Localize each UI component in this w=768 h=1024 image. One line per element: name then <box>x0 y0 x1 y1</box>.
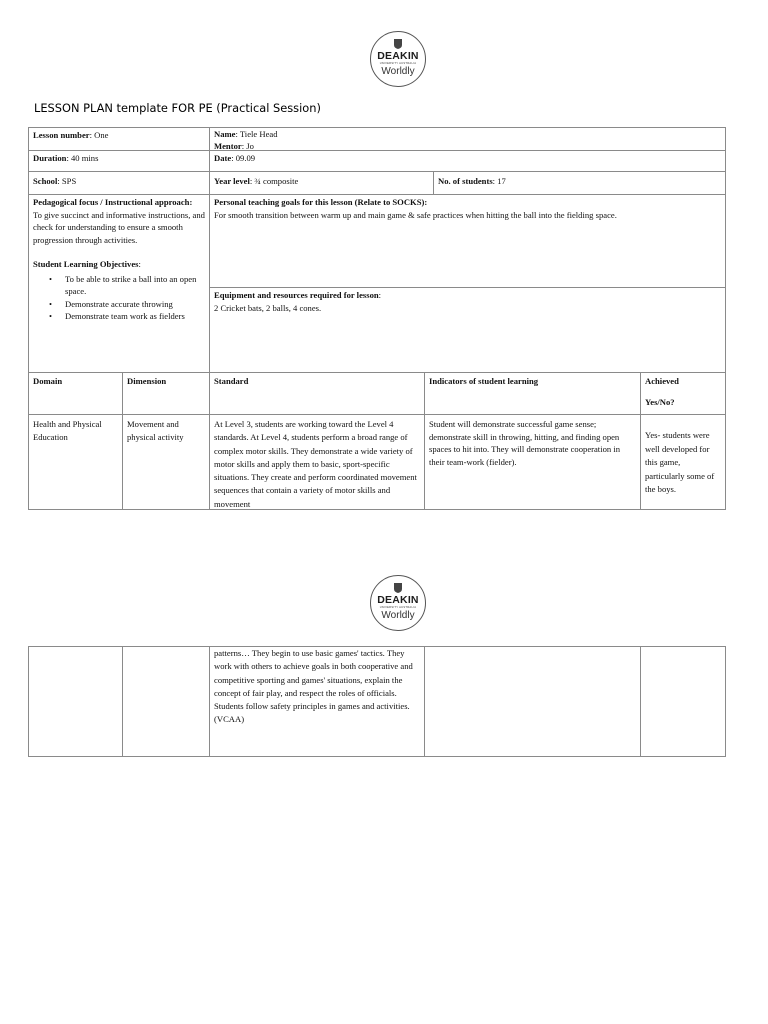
mentor-label: Mentor <box>214 140 242 151</box>
pedagogical-text: To give succinct and informative instructions, and check for understanding to ensure a smooth progression through activities. <box>33 209 205 245</box>
logo-university: UNIVERSITY AUSTRALIA <box>379 62 417 65</box>
name-mentor-cell <box>209 127 726 151</box>
date-value: : 09.09 <box>231 153 256 163</box>
standard-continued-text: patterns… They begin to use basic games' tactics. They work with others to achieve goals in both cooperative and competitive sporting and games' situations, explain the concept of fair play, and respect the roles of officials. Students follow safety principles in games and activities. (VCAA) <box>214 648 413 725</box>
students-cell <box>433 171 726 195</box>
school-value: : SPS <box>57 176 77 186</box>
year-level-label: Year level <box>214 176 250 186</box>
list-item: • To be able to strike a ball into an open space. <box>65 273 205 298</box>
continued-row-dimension <box>122 646 210 757</box>
students-value: : 17 <box>492 176 506 186</box>
mentor-value: : Jo <box>241 140 254 151</box>
page-title: LESSON PLAN template FOR PE (Practical Session) <box>34 101 321 115</box>
teaching-goals-cell: Personal teaching goals for this lesson (Relate to SOCKS): For smooth transition between warm up and main game & safe practices when hitting the ball into the fielding space. <box>209 194 726 288</box>
lesson-number-value: : One <box>89 130 109 140</box>
header-standard: Standard <box>209 372 425 415</box>
lesson-number-label: Lesson number <box>33 130 90 140</box>
equipment-cell: Equipment and resources required for lesson: 2 Cricket bats, 2 balls, 4 cones. <box>209 287 726 373</box>
logo-name: DEAKIN <box>377 50 419 62</box>
continued-row-standard <box>209 646 425 757</box>
deakin-logo <box>369 30 427 88</box>
date-label: Date <box>214 153 232 163</box>
objectives-list <box>33 273 205 323</box>
school-cell <box>28 171 210 195</box>
teaching-goals-text: For smooth transition between warm up and main game & safe practices when hitting the ball into the fielding space. <box>214 209 617 220</box>
table-row-indicators: Student will demonstrate successful game sense; demonstrate skill in throwing, hitting, and finding open spaces to hit into. They will demonstrate cooperation in their team-work (fielder). <box>424 414 641 510</box>
equipment-label: Equipment and resources required for lesson <box>214 290 379 300</box>
objectives-label: Student Learning Objectives <box>33 259 139 269</box>
pedagogical-label: Pedagogical focus / Instructional approach <box>33 197 190 207</box>
list-item: • Demonstrate team work as fielders <box>65 310 205 323</box>
crest-icon <box>394 583 402 593</box>
logo-tagline: Worldly <box>381 66 415 77</box>
students-label: No. of students <box>438 176 493 186</box>
continued-row-domain <box>28 646 123 757</box>
crest-icon <box>394 39 402 49</box>
table-row-dimension: Movement and physical activity <box>122 414 210 510</box>
logo-tagline: Worldly <box>381 610 415 621</box>
table-row-achieved: Yes- students were well developed for this game, particularly some of the boys. <box>640 414 726 510</box>
year-level-cell <box>209 171 434 195</box>
continued-row-indicators <box>424 646 641 757</box>
date-cell <box>209 150 726 172</box>
table-row-domain: Health and Physical Education <box>28 414 123 510</box>
duration-value: : 40 mins <box>66 153 99 163</box>
school-label: School <box>33 176 58 186</box>
header-achieved: Achieved Yes/No? <box>640 372 726 415</box>
name-value: : Tiele Head <box>235 129 278 139</box>
deakin-logo <box>369 574 427 632</box>
lesson-number-cell <box>28 127 210 151</box>
logo-university: UNIVERSITY AUSTRALIA <box>379 606 417 609</box>
pedagogical-cell: Pedagogical focus / Instructional approach: To give succinct and informative instructions, and check for understanding to ensure a smooth progression through activities. Student Learning Objectives: • To be able to strike a ball into an open space. • Demonstrate accurate throwing • Demonstrate team work as fielders <box>28 194 210 373</box>
duration-label: Duration <box>33 153 67 163</box>
name-label: Name <box>214 129 236 139</box>
teaching-goals-label: Personal teaching goals for this lesson (Relate to SOCKS) <box>214 197 425 207</box>
header-indicators: Indicators of student learning <box>424 372 641 415</box>
duration-cell <box>28 150 210 172</box>
table-row-standard: At Level 3, students are working toward the Level 4 standards. At Level 4, students perform a broad range of complex motor skills. They demonstrate a wide variety of motor skills and apply them to basic, sport-specific situations. They create and perform coordinated movement sequences that contain a variety of motor skills and movement <box>209 414 425 510</box>
equipment-text: 2 Cricket bats, 2 balls, 4 cones. <box>214 302 322 313</box>
logo-name: DEAKIN <box>377 594 419 606</box>
continued-row-achieved <box>640 646 726 757</box>
header-domain: Domain <box>28 372 123 415</box>
year-level-value: : ¾ composite <box>249 176 299 186</box>
header-dimension: Dimension <box>122 372 210 415</box>
list-item: • Demonstrate accurate throwing <box>65 298 205 311</box>
